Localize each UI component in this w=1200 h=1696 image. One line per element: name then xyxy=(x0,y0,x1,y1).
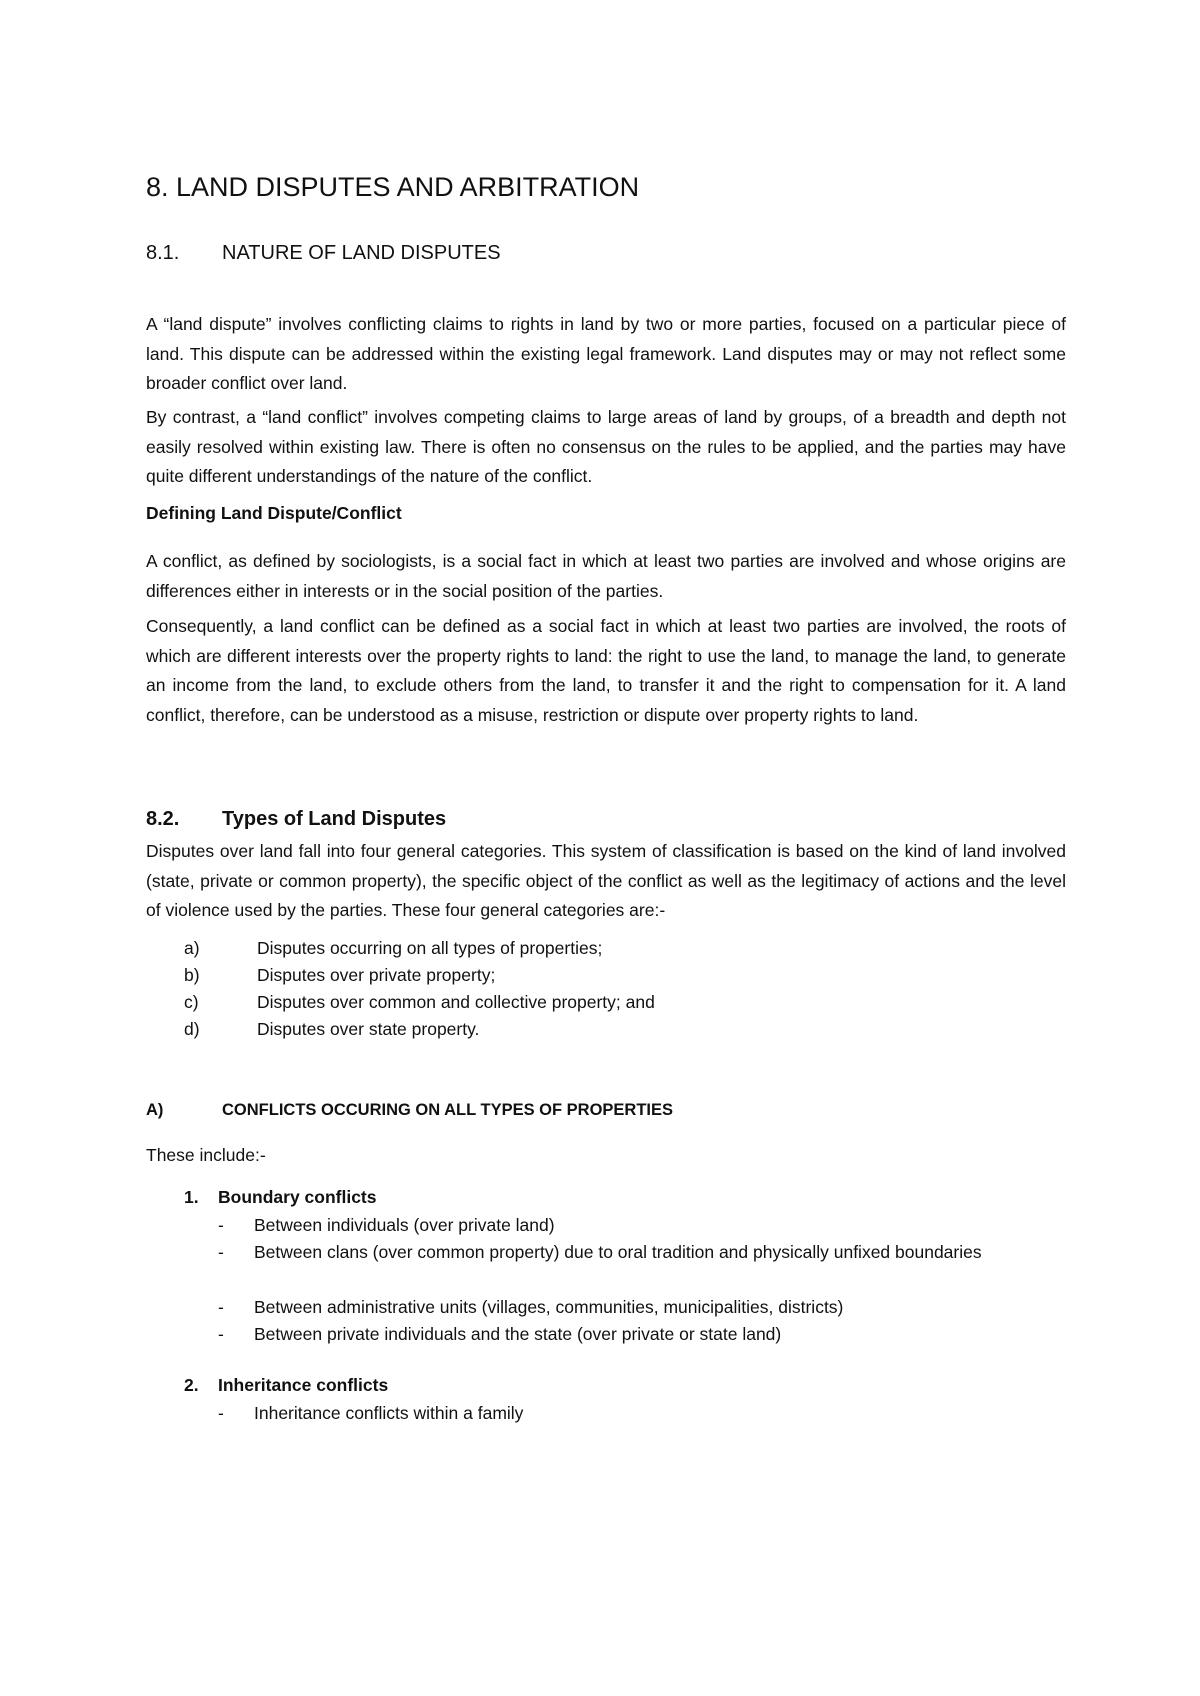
section-8-2-heading xyxy=(146,808,446,831)
list-item: - Inheritance conflicts within a family xyxy=(218,1403,524,1423)
section-8-1-heading xyxy=(146,242,501,265)
list-item: - Between individuals (over private land) xyxy=(218,1215,555,1235)
numbered-item-boundary: 1. Boundary conflicts xyxy=(184,1187,377,1207)
list-item: - Between private individuals and the state (over private or state land) xyxy=(218,1324,782,1344)
section-title: Types of Land Disputes xyxy=(222,808,447,830)
paragraph-land-dispute: A “land dispute” involves conflicting claims to rights in land by two or more parties, focused on a particular piece of land. This dispute can be addressed within the existing legal framework. Land disputes may or may not reflect some broader conflict over land. xyxy=(146,314,1066,393)
section-a-intro: These include:- xyxy=(146,1145,266,1165)
category-item: b) Disputes over private property; xyxy=(184,965,496,985)
section-a-heading: A) CONFLICTS OCCURING ON ALL TYPES OF PROPERTIES xyxy=(146,1101,674,1119)
category-item: a) Disputes occurring on all types of properties; xyxy=(184,938,603,958)
category-item: c) Disputes over common and collective property; and xyxy=(184,992,655,1012)
section-number: 8.2. xyxy=(146,808,180,830)
category-item: d) Disputes over state property. xyxy=(184,1019,480,1039)
section-number: 8.1. xyxy=(146,242,180,264)
paragraph-sociologists: A conflict, as defined by sociologists, is a social fact in which at least two parties are involved and whose origins are differences either in interests or in the social position of the parties. xyxy=(146,551,1066,601)
list-item: - Between administrative units (villages, communities, municipalities, districts) xyxy=(218,1297,844,1317)
paragraph-land-conflict: By contrast, a “land conflict” involves competing claims to large areas of land by groups, of a breadth and depth not easily resolved within existing law. There is often no consensus on the rules to be applied, and the parties may have quite different understandings of the nature of the conflict. xyxy=(146,407,1066,486)
paragraph-types-intro: Disputes over land fall into four general categories. This system of classification is based on the kind of land involved (state, private or common property), the specific object of the conflict as well as the legitimacy of actions and the level of violence used by the parties. These four general categories are:- xyxy=(146,841,1066,920)
list-item: - Between clans (over common property) due to oral tradition and physically unfixed boundaries xyxy=(218,1242,982,1262)
section-title: NATURE OF LAND DISPUTES xyxy=(222,242,501,264)
numbered-item-inheritance: 2. Inheritance conflicts xyxy=(184,1375,389,1395)
paragraph-consequently: Consequently, a land conflict can be defined as a social fact in which at least two parties are involved, the roots of which are different interests over the property rights to land: the right to use the land, to manage the land, to generate an income from the land, to exclude others from the land, to transfer it and the right to compensation for it. A land conflict, therefore, can be understood as a misuse, restriction or dispute over property rights to land. xyxy=(146,616,1066,725)
defining-heading: Defining Land Dispute/Conflict xyxy=(146,503,402,523)
chapter-title: 8. LAND DISPUTES AND ARBITRATION xyxy=(146,172,640,202)
